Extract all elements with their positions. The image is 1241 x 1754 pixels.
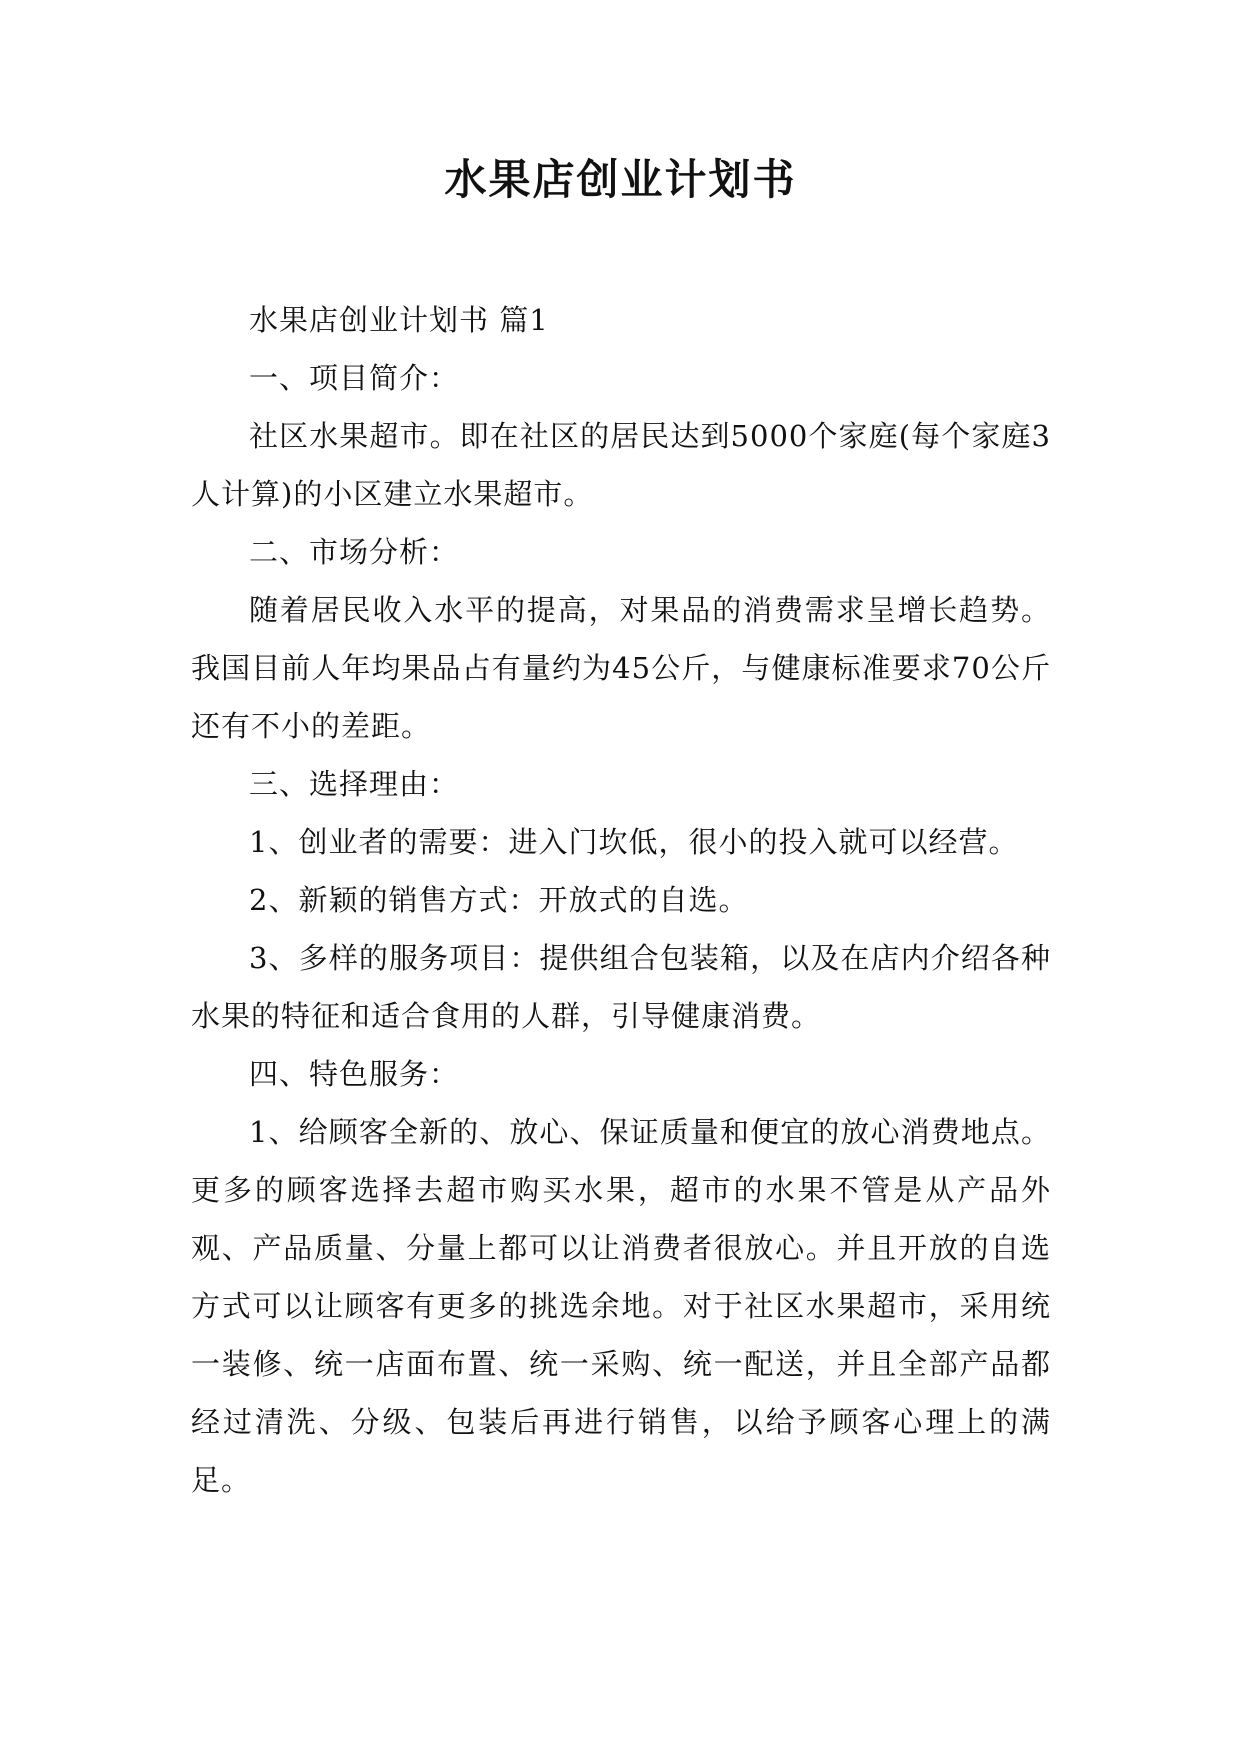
section-heading: 一、项目简介： bbox=[249, 361, 460, 395]
paragraph: 1、给顾客全新的、放心、保证质量和便宜的放心消费地点。更多的顾客选择去超市购买水果，超市的水果不管是从产品外观、产品质量、分量上都可以让消费者很放心。并且开放的自选方式可以让顾客有更多的挑选余地。对于社区水果超市，采用统一装修、统一店面布置、统一采购、统一配送，并且全部产品都经过清洗、分级、包装后再进行销售，以给予顾客心理上的满足。 bbox=[191, 1115, 1051, 1497]
paragraph: 1、创业者的需要：进入门坎低，很小的投入就可以经营。 bbox=[249, 825, 1019, 859]
section-heading: 水果店创业计划书 篇1 bbox=[249, 303, 549, 337]
document-title: 水果店创业计划书 bbox=[444, 155, 797, 204]
paragraph: 3、多样的服务项目：提供组合包装箱，以及在店内介绍各种水果的特征和适合食用的人群，引导健康消费。 bbox=[191, 941, 1051, 1033]
paragraph: 随着居民收入水平的提高，对果品的消费需求呈增长趋势。我国目前人年均果品占有量约为45公斤，与健康标准要求70公斤还有不小的差距。 bbox=[191, 593, 1051, 743]
section-heading: 三、选择理由： bbox=[249, 767, 460, 801]
section-heading: 二、市场分析： bbox=[249, 535, 460, 569]
paragraph: 社区水果超市。即在社区的居民达到5000个家庭(每个家庭3人计算)的小区建立水果超市。 bbox=[191, 419, 1051, 511]
section-heading: 四、特色服务： bbox=[249, 1057, 460, 1091]
document-body bbox=[191, 291, 1051, 1509]
paragraph: 2、新颖的销售方式：开放式的自选。 bbox=[249, 883, 749, 917]
